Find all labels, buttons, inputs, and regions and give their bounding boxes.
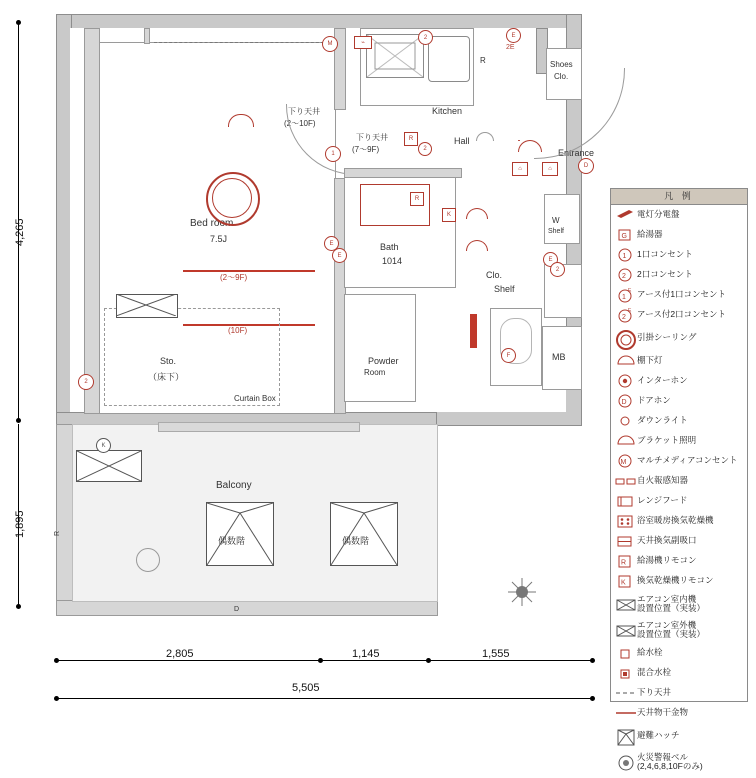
floor-plan: [38, 8, 598, 648]
rect-remote-icon: [615, 552, 637, 570]
svg-text:E: E: [628, 308, 632, 314]
rect-remote2-icon: [615, 572, 637, 590]
note-gusuukai-1: 偶数階: [218, 536, 246, 546]
legend-label: 給湯器: [637, 229, 663, 240]
circle-small-icon: [615, 412, 637, 430]
legend-label-wrap: [637, 753, 703, 772]
legend-hikikake-ceiling: [611, 325, 747, 351]
wall-balcony-bottom: [56, 600, 438, 616]
hikikake-ceiling-inner-icon: [212, 178, 252, 218]
panel-icon: [615, 206, 637, 224]
ring-icon: [615, 329, 637, 347]
powder-outlet-icon-2: 2: [550, 262, 565, 277]
legend-bath-dryer: [611, 511, 747, 531]
legend-downlight: [611, 411, 747, 431]
svg-text:1: 1: [622, 294, 626, 301]
legend-label: エアコン室外機: [637, 619, 697, 630]
dim-tick-1: [16, 20, 21, 25]
closet-area: [344, 294, 416, 402]
dim-hline-segments: [56, 660, 594, 661]
rect-vent-icon: [615, 532, 637, 550]
dim-vertical-upper: 4,265: [14, 218, 26, 246]
x-box-icon: [615, 621, 637, 639]
outlet-1-bedroom-icon: 1: [325, 146, 341, 162]
balcony-rail: [158, 422, 360, 432]
legend-under-shelf-light: [611, 351, 747, 371]
note-curtain-box: Curtain Box: [234, 394, 276, 403]
legend-bracket-light: [611, 431, 747, 451]
circle-e2-icon: [615, 306, 637, 324]
dash-icon: [615, 684, 637, 702]
dim-vertical-lower: 1,895: [14, 510, 26, 538]
toilet-outlet-icon: F: [501, 348, 516, 363]
bath-label: Bath: [380, 242, 399, 252]
dim-tick-2: [16, 418, 21, 423]
storage-label: Sto.: [160, 356, 177, 366]
legend-label: 浴室暖房換気乾燥機: [637, 515, 714, 526]
outlet-2-bedroom-icon: 2: [78, 374, 94, 390]
svg-text:R: R: [621, 559, 627, 567]
dim-tick-3: [16, 604, 21, 609]
svg-text:M: M: [620, 459, 627, 466]
sq-dot-icon: [615, 664, 637, 682]
legend-label: 給水栓: [637, 647, 663, 658]
legend-sublabel: 設置位置（実装）: [637, 603, 706, 613]
dim-tick-h2: [318, 658, 323, 663]
svg-text:K: K: [621, 579, 626, 587]
dim-tick-h1: [54, 658, 59, 663]
svg-text:1: 1: [622, 253, 627, 260]
powder-outlet-icon: E: [543, 252, 558, 267]
legend-label-wrap: [637, 595, 705, 614]
entrance-label: Entrance: [558, 148, 595, 158]
w-shelf-area: [544, 194, 580, 244]
bed-room-sub: 7.5J: [210, 234, 228, 244]
two-caps-icon: [615, 472, 637, 490]
hanger-rail-1: [183, 270, 315, 272]
circle-1-icon: [615, 246, 637, 264]
legend-doorphone: [611, 391, 747, 411]
wall-bath-top: [344, 168, 462, 178]
legend-label: 天井物干金物: [637, 707, 689, 718]
kitchen-outlet-icon: 2: [418, 30, 433, 45]
svg-text:G: G: [621, 233, 627, 240]
legend-ac-outdoor: [611, 617, 747, 643]
dim-hline-total: [56, 698, 594, 699]
svg-text:E: E: [628, 288, 632, 294]
circle-2-icon: [615, 266, 637, 284]
note-sagari-2-10f-l2: (2～10F): [284, 119, 316, 128]
legend-label: 天井換気副吸口: [637, 535, 697, 546]
legend-label: アース付2口コンセント: [637, 309, 727, 320]
legend-label: 下り天井: [637, 687, 672, 698]
entrance-outlet-icon: E: [506, 28, 521, 43]
note-hanger-10f: (10F): [228, 326, 248, 335]
legend-sagari-tenjo: [611, 683, 747, 703]
kitchen-sink: [428, 36, 470, 82]
legend-label: 電灯分電盤: [637, 209, 680, 220]
legend-label: 給湯機リモコン: [637, 555, 697, 566]
svg-text:2: 2: [622, 314, 626, 321]
note-r-label: R: [480, 56, 486, 65]
legend-escape-hatch: [611, 723, 747, 749]
legend-label: 引掛シーリング: [637, 332, 697, 343]
note-hanger-2-9f: (2～9F): [220, 273, 248, 282]
powder-label: Clo.: [486, 270, 503, 280]
hatch-icon: [615, 727, 637, 745]
legend-hanger-metal: [611, 703, 747, 723]
legend-label: 自火報感知器: [637, 475, 689, 486]
x-box-icon: [615, 595, 637, 613]
shoes-closet-label: Shoes: [550, 60, 573, 69]
legend-fire-bell: [611, 749, 747, 775]
multimedia-outlet-icon: M: [322, 36, 338, 52]
dim-h-total: 5,505: [292, 682, 320, 694]
range-hood-icon: ⌁: [354, 36, 372, 49]
w-shelf-label: W: [552, 216, 560, 225]
redline-icon: [615, 704, 637, 722]
legend-label-wrap: [637, 621, 705, 640]
sq-small-icon: [615, 644, 637, 662]
circle-m-icon: [615, 452, 637, 470]
legend-multimedia-outlet: [611, 451, 747, 471]
kitchen-counter: [366, 34, 424, 78]
note-2e-label: 2E: [506, 44, 515, 51]
svg-text:D: D: [621, 399, 627, 406]
note-gusuukai-2: 偶数階: [342, 536, 370, 546]
legend-label: エアコン室内機: [637, 593, 697, 604]
legend-label: インターホン: [637, 375, 688, 386]
legend-water-heater: [611, 225, 747, 245]
note-g-label: K: [96, 438, 111, 453]
note-glass-tesuri-left: R: [54, 530, 61, 536]
dim-tick-t1: [54, 696, 59, 701]
doorphone-icon: D: [578, 158, 594, 174]
smoke-detector-icon-2: ⌂: [542, 162, 558, 176]
powder-door-marker: [470, 314, 477, 348]
bed-room-label: Bed room: [190, 218, 234, 229]
kitchen-label: Kitchen: [432, 106, 463, 116]
legend-smoke-detector: [611, 471, 747, 491]
closet-label: Powder: [368, 356, 399, 366]
circle-dot-icon: [615, 372, 637, 390]
legend-outlet-earth-2: [611, 305, 747, 325]
legend-label: 避難ハッチ: [637, 730, 680, 741]
legend-interphone: [611, 371, 747, 391]
dim-h-1: 2,805: [166, 648, 194, 660]
circle-e1-icon: [615, 286, 637, 304]
dim-tick-h3: [426, 658, 431, 663]
legend-ac-indoor: [611, 591, 747, 617]
balcony-label: Balcony: [216, 480, 252, 491]
shoes-closet-sub: Clo.: [554, 72, 569, 81]
legend-outlet-2: [611, 265, 747, 285]
rect-hood-icon: [615, 492, 637, 510]
dim-tick-h4: [590, 658, 595, 663]
note-sagari-2-10f-l1: 下り天井: [288, 107, 320, 116]
legend-distribution-board: [611, 205, 747, 225]
bath-outlet-icon: E: [324, 236, 339, 251]
ac-outdoor-unit: [76, 450, 142, 482]
legend-water-heater-remote: [611, 551, 747, 571]
note-sagari-7-9f-l2: (7～9F): [352, 145, 380, 154]
kitchen-remote-icon: R: [404, 132, 418, 146]
legend-ceiling-vent: [611, 531, 747, 551]
legend-sublabel: 設置位置（実装）: [637, 629, 706, 639]
dim-h-3: 1,555: [482, 648, 510, 660]
dim-tick-t2: [590, 696, 595, 701]
legend-range-hood: [611, 491, 747, 511]
powder-sub: Shelf: [494, 284, 515, 294]
dim-h-2: 1,145: [352, 648, 380, 660]
legend-water-faucet: [611, 643, 747, 663]
legend-label: アース付1口コンセント: [637, 289, 727, 300]
outlet-2-hall-icon: 2: [418, 142, 432, 156]
sagari-tenjo-line-1: [154, 42, 334, 43]
legend-label: 混合水栓: [637, 667, 672, 678]
wall-nub-1: [144, 28, 150, 44]
legend-dryer-remote: [611, 571, 747, 591]
w-shelf-sub: Shelf: [548, 228, 564, 235]
legend-label: 棚下灯: [637, 355, 663, 366]
legend-label: 2口コンセント: [637, 269, 693, 280]
closet-sub: Room: [364, 368, 386, 377]
half-icon: [615, 352, 637, 370]
box-g-icon: [615, 226, 637, 244]
legend-label: 換気乾燥機リモコン: [637, 575, 714, 586]
smoke-detector-icon-1: ⌂: [512, 162, 528, 176]
bath-remote-icon: R: [410, 192, 424, 206]
fire-bell-icon: [508, 578, 536, 606]
balcony-drain: [136, 548, 160, 572]
circle-d-icon: [615, 392, 637, 410]
legend-title: 凡 例: [611, 189, 747, 205]
ac-indoor-bedroom-x: [116, 294, 176, 316]
storage-sub: （床下）: [148, 372, 185, 382]
legend-label: レンジフード: [637, 495, 688, 506]
note-sagari-7-9f-l1: 下り天井: [356, 133, 388, 142]
legend-mixing-faucet: [611, 663, 747, 683]
legend-label: ブラケット照明: [637, 435, 697, 446]
legend-label: ドアホン: [637, 395, 671, 406]
note-glass-tesuri-bottom: D: [234, 606, 240, 613]
legend-outlet-1: [611, 245, 747, 265]
hall-label: Hall: [454, 136, 470, 146]
legend-label: ダウンライト: [637, 415, 688, 426]
circle-bell-icon: [615, 753, 637, 771]
legend-panel: [610, 188, 748, 771]
storage-outline: [104, 308, 280, 406]
mb-label: MB: [552, 352, 566, 362]
legend-sublabel: (2,4,6,8,10Fのみ): [637, 761, 703, 771]
circle-half-icon: [615, 432, 637, 450]
legend-outlet-earth-1: [611, 285, 747, 305]
legend-label: マルチメディアコンセント: [637, 455, 738, 466]
legend-label: 火災警報ベル: [637, 751, 689, 762]
svg-text:2: 2: [622, 273, 626, 280]
rect-bath-icon: [615, 512, 637, 530]
bath-outlet-icon-2: E: [332, 248, 347, 263]
bracket-light-icon-3: [518, 140, 520, 141]
legend-label: 1口コンセント: [637, 249, 693, 260]
water-faucet-icon-k: K: [442, 208, 456, 222]
bath-sub: 1014: [382, 256, 403, 266]
wall-bedroom-left: [84, 28, 100, 414]
